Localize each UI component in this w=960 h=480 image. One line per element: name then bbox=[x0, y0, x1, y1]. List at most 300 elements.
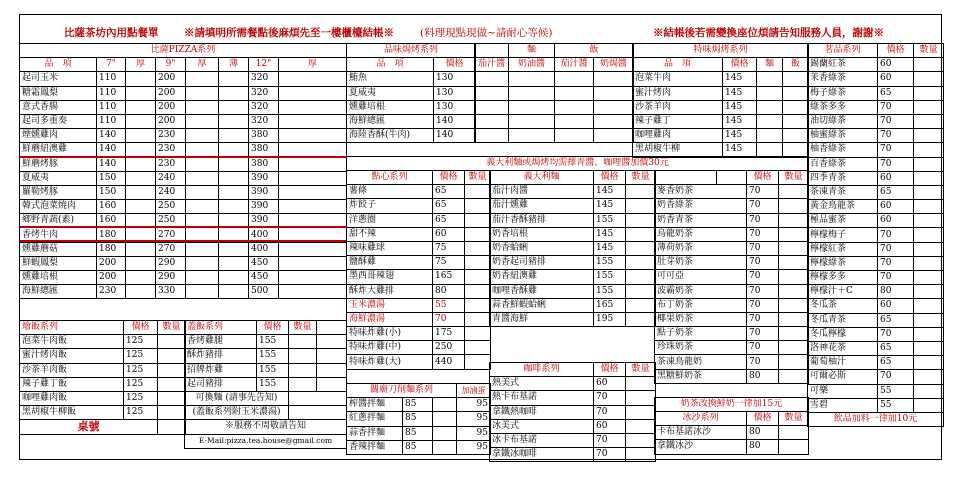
price-cell: 110 bbox=[97, 86, 126, 100]
quantity-field[interactable] bbox=[465, 227, 491, 241]
quantity-field[interactable] bbox=[279, 129, 347, 143]
quantity-field[interactable] bbox=[465, 256, 491, 270]
quantity-field[interactable] bbox=[626, 391, 656, 405]
quantity-field[interactable] bbox=[914, 185, 944, 199]
pizza-row bbox=[20, 271, 347, 285]
quantity-field[interactable] bbox=[186, 271, 219, 285]
quantity-field[interactable] bbox=[509, 100, 555, 114]
price-cell: 250 bbox=[156, 214, 186, 228]
price-cell: 70 bbox=[747, 241, 779, 255]
table-number-field[interactable] bbox=[158, 420, 186, 434]
quantity-field[interactable] bbox=[279, 200, 347, 214]
quantity-field[interactable] bbox=[465, 284, 491, 298]
quantity-field[interactable] bbox=[186, 114, 219, 128]
quantity-field[interactable] bbox=[914, 72, 944, 86]
item-name: 茄汁香酥豬排 bbox=[490, 213, 594, 227]
table-row bbox=[808, 256, 944, 270]
table-row bbox=[490, 171, 656, 185]
price-cell: 95 bbox=[457, 440, 491, 454]
table-row bbox=[347, 298, 491, 312]
item-name: 奶香蛤蜊 bbox=[490, 241, 594, 255]
quantity-field[interactable] bbox=[219, 100, 249, 114]
quantity-field[interactable] bbox=[279, 185, 347, 199]
column-header: 加滷蛋 bbox=[457, 384, 491, 398]
section-title: 義大利麵 bbox=[490, 171, 594, 185]
quantity-field[interactable] bbox=[158, 349, 186, 363]
price-cell: 125 bbox=[124, 363, 158, 377]
quantity-field[interactable] bbox=[914, 370, 944, 384]
price-cell: 140 bbox=[434, 114, 476, 128]
price-cell: 85 bbox=[403, 412, 433, 426]
item-name: 香辣拌麵 bbox=[347, 440, 403, 454]
item-name: 茶凍鳥龍奶 bbox=[655, 355, 747, 369]
table-row bbox=[808, 171, 944, 185]
quantity-field[interactable] bbox=[594, 129, 634, 143]
table-cell bbox=[317, 321, 347, 335]
table-row bbox=[347, 256, 491, 270]
quantity-field[interactable] bbox=[475, 72, 509, 86]
table-row bbox=[655, 241, 809, 255]
item-name: 極品蜜茶 bbox=[808, 214, 878, 228]
quantity-field[interactable] bbox=[757, 100, 783, 114]
quantity-field[interactable] bbox=[126, 256, 156, 270]
item-name: 奶香起司豬排 bbox=[490, 256, 594, 270]
quantity-field[interactable] bbox=[779, 227, 809, 241]
item-name: 柚香綠茶 bbox=[808, 143, 878, 157]
table-row bbox=[490, 227, 656, 241]
price-cell: 500 bbox=[249, 285, 279, 299]
price-cell: 55 bbox=[878, 398, 914, 412]
quantity-field[interactable] bbox=[914, 341, 944, 355]
price-cell: 80 bbox=[747, 426, 779, 440]
pizza-highlight-line bbox=[20, 240, 346, 242]
table-row bbox=[808, 143, 944, 157]
quantity-field[interactable] bbox=[465, 185, 491, 199]
quantity-field[interactable] bbox=[779, 327, 809, 341]
quantity-field[interactable] bbox=[783, 72, 809, 86]
quantity-field[interactable] bbox=[626, 256, 656, 270]
item-name: 四季青茶 bbox=[808, 171, 878, 185]
quantity-field[interactable] bbox=[626, 405, 656, 419]
quantity-field[interactable] bbox=[779, 369, 809, 383]
price-cell: 95 bbox=[457, 412, 491, 426]
quantity-field[interactable] bbox=[914, 384, 944, 398]
price-cell: 150 bbox=[97, 185, 126, 199]
quantity-field[interactable] bbox=[914, 200, 944, 214]
quantity-field[interactable] bbox=[779, 355, 809, 369]
quantity-field[interactable] bbox=[757, 72, 783, 86]
quantity-field[interactable] bbox=[757, 143, 783, 157]
item-name: 檸檬汁＋C bbox=[808, 285, 878, 299]
quantity-field[interactable] bbox=[914, 271, 944, 285]
quantity-field[interactable] bbox=[279, 114, 347, 128]
quantity-field[interactable] bbox=[555, 72, 594, 86]
quantity-field[interactable] bbox=[626, 185, 656, 199]
quantity-field[interactable] bbox=[279, 100, 347, 114]
table-row bbox=[347, 185, 491, 199]
quantity-field[interactable] bbox=[779, 185, 809, 199]
price-cell: 230 bbox=[156, 129, 186, 143]
quantity-field[interactable] bbox=[783, 86, 809, 100]
item-name: 韓式泡菜燒肉 bbox=[20, 200, 97, 214]
table-row bbox=[347, 412, 491, 426]
price-cell: 200 bbox=[156, 100, 186, 114]
item-name: 檸檬紅茶 bbox=[808, 242, 878, 256]
table-row bbox=[347, 312, 491, 326]
quantity-field[interactable] bbox=[126, 242, 156, 256]
quantity-field[interactable] bbox=[914, 157, 944, 171]
quantity-field[interactable] bbox=[914, 143, 944, 157]
column-header: 數量 bbox=[779, 171, 809, 185]
quantity-field[interactable] bbox=[914, 214, 944, 228]
quantity-field[interactable] bbox=[219, 200, 249, 214]
item-name: 冰美式 bbox=[490, 419, 594, 433]
quantity-field[interactable] bbox=[509, 86, 555, 100]
table-cell bbox=[317, 335, 347, 349]
table-row bbox=[185, 321, 347, 335]
quantity-field[interactable] bbox=[626, 377, 656, 391]
quantity-field[interactable] bbox=[126, 271, 156, 285]
quantity-field[interactable] bbox=[626, 213, 656, 227]
price-cell: 390 bbox=[249, 185, 279, 199]
quantity-field[interactable] bbox=[779, 440, 809, 454]
quantity-field[interactable] bbox=[594, 114, 634, 128]
quantity-field[interactable] bbox=[219, 129, 249, 143]
price-cell: 70 bbox=[433, 312, 465, 326]
price-cell: 75 bbox=[433, 256, 465, 270]
item-name: 沙茶羊肉 bbox=[633, 100, 723, 114]
table-row bbox=[808, 114, 944, 128]
quantity-field[interactable] bbox=[465, 199, 491, 213]
quantity-field[interactable] bbox=[433, 426, 457, 440]
quantity-field[interactable] bbox=[626, 199, 656, 213]
quantity-field[interactable] bbox=[219, 157, 249, 171]
quantity-field[interactable] bbox=[186, 242, 219, 256]
price-cell: 145 bbox=[723, 86, 757, 100]
quantity-field[interactable] bbox=[914, 129, 944, 143]
quantity-field[interactable] bbox=[433, 440, 457, 454]
quantity-field[interactable] bbox=[126, 114, 156, 128]
quantity-field[interactable] bbox=[779, 312, 809, 326]
quantity-field[interactable] bbox=[914, 100, 944, 114]
quantity-field[interactable] bbox=[509, 72, 555, 86]
price-cell: 70 bbox=[878, 143, 914, 157]
quantity-field[interactable] bbox=[626, 419, 656, 433]
column-header: 奶焗醬 bbox=[594, 58, 634, 72]
quantity-field[interactable] bbox=[594, 86, 634, 100]
quantity-field[interactable] bbox=[914, 299, 944, 313]
pizza-row bbox=[20, 114, 347, 128]
quantity-field[interactable] bbox=[279, 143, 347, 157]
item-name: 冬瓜茶 bbox=[808, 299, 878, 313]
item-name: 辣子雞丁飯 bbox=[20, 377, 124, 391]
price-cell: 250 bbox=[156, 200, 186, 214]
quantity-field[interactable] bbox=[219, 171, 249, 185]
quantity-field[interactable] bbox=[186, 100, 219, 114]
item-name: 黑胡椒牛柳飯 bbox=[20, 406, 124, 420]
item-name: 茄汁燻雞 bbox=[490, 199, 594, 213]
quantity-field[interactable] bbox=[914, 86, 944, 100]
quantity-field[interactable] bbox=[186, 171, 219, 185]
price-cell: 70 bbox=[594, 405, 626, 419]
price-cell: 320 bbox=[249, 72, 279, 86]
table-row bbox=[347, 171, 491, 185]
quantity-field[interactable] bbox=[126, 129, 156, 143]
quantity-field[interactable] bbox=[783, 143, 809, 157]
quantity-field[interactable] bbox=[594, 100, 634, 114]
quantity-field[interactable] bbox=[626, 270, 656, 284]
quantity-field[interactable] bbox=[757, 86, 783, 100]
quantity-field[interactable] bbox=[279, 171, 347, 185]
pizza-row bbox=[20, 185, 347, 199]
quantity-field[interactable] bbox=[779, 256, 809, 270]
column-header: 品 項 bbox=[20, 58, 97, 72]
item-name: 檸檬綠茶 bbox=[808, 256, 878, 270]
quantity-field[interactable] bbox=[465, 341, 491, 355]
price-cell: 390 bbox=[249, 200, 279, 214]
quantity-field[interactable] bbox=[219, 256, 249, 270]
item-name: 咖哩雞肉飯 bbox=[20, 391, 124, 405]
quantity-field[interactable] bbox=[475, 86, 509, 100]
price-cell: 70 bbox=[878, 271, 914, 285]
price-cell: 140 bbox=[97, 129, 126, 143]
quantity-field[interactable] bbox=[779, 426, 809, 440]
quantity-field[interactable] bbox=[626, 312, 656, 326]
quantity-field[interactable] bbox=[914, 228, 944, 242]
item-name: 鮮蝦鳳梨 bbox=[20, 256, 97, 270]
quantity-field[interactable] bbox=[289, 377, 317, 391]
quantity-field[interactable] bbox=[465, 298, 491, 312]
item-name: 葡萄柚汁 bbox=[808, 356, 878, 370]
table-row bbox=[808, 299, 944, 313]
quantity-field[interactable] bbox=[779, 241, 809, 255]
quantity-field[interactable] bbox=[158, 363, 186, 377]
item-name: 柚蜜綠茶 bbox=[808, 129, 878, 143]
table-row bbox=[347, 72, 476, 86]
quantity-field[interactable] bbox=[626, 284, 656, 298]
quantity-field[interactable] bbox=[779, 298, 809, 312]
price-cell: 130 bbox=[434, 100, 476, 114]
quantity-field[interactable] bbox=[279, 157, 347, 171]
quantity-field[interactable] bbox=[158, 335, 186, 349]
item-name: 夏威夷 bbox=[347, 86, 434, 100]
price-cell: 290 bbox=[156, 256, 186, 270]
quantity-field[interactable] bbox=[914, 313, 944, 327]
quantity-field[interactable] bbox=[914, 171, 944, 185]
quantity-field[interactable] bbox=[126, 100, 156, 114]
quantity-field[interactable] bbox=[555, 100, 594, 114]
quantity-field[interactable] bbox=[433, 412, 457, 426]
column-header: 價格 bbox=[124, 321, 158, 335]
quantity-field[interactable] bbox=[186, 143, 219, 157]
quantity-field[interactable] bbox=[186, 72, 219, 86]
table-row bbox=[490, 405, 656, 419]
quantity-field[interactable] bbox=[158, 406, 186, 420]
quantity-field[interactable] bbox=[126, 171, 156, 185]
quantity-field[interactable] bbox=[783, 100, 809, 114]
table-row bbox=[490, 391, 656, 405]
quantity-field[interactable] bbox=[914, 114, 944, 128]
quantity-field[interactable] bbox=[186, 256, 219, 270]
quantity-field[interactable] bbox=[279, 271, 347, 285]
quantity-field[interactable] bbox=[779, 213, 809, 227]
quantity-field[interactable] bbox=[186, 129, 219, 143]
quantity-field[interactable] bbox=[914, 58, 944, 72]
quantity-field[interactable] bbox=[626, 227, 656, 241]
table-row bbox=[185, 420, 347, 434]
quantity-field[interactable] bbox=[219, 143, 249, 157]
quantity-field[interactable] bbox=[555, 86, 594, 100]
price-cell: 70 bbox=[878, 256, 914, 270]
quantity-field[interactable] bbox=[186, 200, 219, 214]
item-name: 沙茶羊肉飯 bbox=[20, 363, 124, 377]
item-name: 雪碧 bbox=[808, 398, 878, 412]
price-cell: 70 bbox=[747, 199, 779, 213]
quantity-field[interactable] bbox=[914, 356, 944, 370]
quantity-field[interactable] bbox=[126, 157, 156, 171]
quantity-field[interactable] bbox=[779, 199, 809, 213]
quantity-field[interactable] bbox=[914, 256, 944, 270]
drink-topping-note: 飲品加料一律加10元 bbox=[808, 412, 944, 426]
item-name: 肚芽奶茶 bbox=[655, 256, 747, 270]
price-cell: 145 bbox=[723, 114, 757, 128]
quantity-field[interactable] bbox=[779, 284, 809, 298]
table-row bbox=[655, 369, 809, 383]
price-cell: 145 bbox=[594, 227, 626, 241]
column-header: 茄汁醬 bbox=[555, 58, 594, 72]
quantity-field[interactable] bbox=[219, 86, 249, 100]
quantity-field[interactable] bbox=[186, 285, 219, 299]
quantity-field[interactable] bbox=[779, 270, 809, 284]
quantity-field[interactable] bbox=[279, 72, 347, 86]
quantity-field[interactable] bbox=[509, 129, 555, 143]
quantity-field[interactable] bbox=[914, 242, 944, 256]
quantity-field[interactable] bbox=[219, 242, 249, 256]
column-header: 12" bbox=[249, 58, 279, 72]
item-name: 起司多重奏 bbox=[20, 114, 97, 128]
quantity-field[interactable] bbox=[126, 86, 156, 100]
item-name: 洛神花茶 bbox=[808, 341, 878, 355]
quantity-field[interactable] bbox=[465, 241, 491, 255]
quantity-field[interactable] bbox=[626, 298, 656, 312]
quantity-field[interactable] bbox=[783, 129, 809, 143]
column-header: 價格 bbox=[747, 171, 779, 185]
quantity-field[interactable] bbox=[509, 114, 555, 128]
table-row bbox=[490, 433, 656, 447]
quantity-field[interactable] bbox=[757, 114, 783, 128]
quantity-field[interactable] bbox=[465, 213, 491, 227]
price-cell: 55 bbox=[433, 298, 465, 312]
quantity-field[interactable] bbox=[465, 355, 491, 369]
item-name: 招牌炸雞 bbox=[185, 363, 257, 377]
quantity-field[interactable] bbox=[779, 341, 809, 355]
table-row bbox=[347, 270, 491, 284]
quantity-field[interactable] bbox=[475, 129, 509, 143]
item-name: 泡菜牛肉 bbox=[633, 72, 723, 86]
quantity-field[interactable] bbox=[465, 327, 491, 341]
quantity-field[interactable] bbox=[475, 100, 509, 114]
quantity-field[interactable] bbox=[465, 312, 491, 326]
quantity-field[interactable] bbox=[186, 86, 219, 100]
item-name: 黃金鳥龍茶 bbox=[808, 200, 878, 214]
quantity-field[interactable] bbox=[219, 185, 249, 199]
table-cell bbox=[289, 406, 347, 420]
quantity-field[interactable] bbox=[126, 185, 156, 199]
quantity-field[interactable] bbox=[289, 349, 317, 363]
quantity-field[interactable] bbox=[279, 285, 347, 299]
table-row bbox=[475, 114, 634, 128]
quantity-field[interactable] bbox=[126, 72, 156, 86]
quantity-field[interactable] bbox=[555, 129, 594, 143]
quantity-field[interactable] bbox=[289, 363, 317, 377]
quantity-field[interactable] bbox=[914, 285, 944, 299]
quantity-field[interactable] bbox=[219, 72, 249, 86]
price-cell: 110 bbox=[97, 114, 126, 128]
quantity-field[interactable] bbox=[158, 377, 186, 391]
pizza-highlight-line bbox=[20, 156, 346, 158]
quantity-field[interactable] bbox=[279, 256, 347, 270]
quantity-field[interactable] bbox=[186, 185, 219, 199]
item-name: 奶香青茶 bbox=[655, 213, 747, 227]
quantity-field[interactable] bbox=[783, 114, 809, 128]
quantity-field[interactable] bbox=[186, 157, 219, 171]
quantity-field[interactable] bbox=[279, 86, 347, 100]
quantity-field[interactable] bbox=[279, 242, 347, 256]
price-cell: 60 bbox=[878, 58, 914, 72]
quantity-field[interactable] bbox=[126, 285, 156, 299]
price-cell: 165 bbox=[433, 270, 465, 284]
item-name: 綠茶多多 bbox=[808, 100, 878, 114]
price-cell: 80 bbox=[433, 284, 465, 298]
price-cell: 125 bbox=[124, 349, 158, 363]
quantity-field[interactable] bbox=[126, 200, 156, 214]
price-cell: 145 bbox=[723, 72, 757, 86]
quantity-field[interactable] bbox=[626, 448, 656, 462]
quantity-field[interactable] bbox=[475, 114, 509, 128]
item-name: 酥炸豬排 bbox=[185, 349, 257, 363]
quantity-field[interactable] bbox=[433, 398, 457, 412]
quantity-field[interactable] bbox=[219, 285, 249, 299]
quantity-field[interactable] bbox=[626, 433, 656, 447]
quantity-field[interactable] bbox=[914, 398, 944, 412]
price-cell: 65 bbox=[878, 356, 914, 370]
item-name: 起司豬排 bbox=[185, 377, 257, 391]
quantity-field[interactable] bbox=[555, 114, 594, 128]
quantity-field[interactable] bbox=[158, 391, 186, 405]
price-cell: 70 bbox=[747, 270, 779, 284]
price-cell: 250 bbox=[433, 341, 465, 355]
quantity-field[interactable] bbox=[219, 114, 249, 128]
quantity-field[interactable] bbox=[626, 241, 656, 255]
quantity-field[interactable] bbox=[126, 143, 156, 157]
table-row bbox=[347, 398, 491, 412]
price-cell: 145 bbox=[723, 129, 757, 143]
table-row bbox=[20, 321, 186, 335]
price-cell: 155 bbox=[594, 284, 626, 298]
price-cell: 55 bbox=[878, 384, 914, 398]
quantity-field[interactable] bbox=[465, 270, 491, 284]
table-row bbox=[808, 72, 944, 86]
quantity-field[interactable] bbox=[289, 335, 317, 349]
quantity-field[interactable] bbox=[914, 327, 944, 341]
item-name: 起司玉米 bbox=[20, 72, 97, 86]
price-cell: 330 bbox=[156, 285, 186, 299]
quantity-field[interactable] bbox=[594, 72, 634, 86]
quantity-field[interactable] bbox=[757, 129, 783, 143]
item-name: 黑胡椒牛柳 bbox=[633, 143, 723, 157]
price-cell: 140 bbox=[434, 129, 476, 143]
quantity-field[interactable] bbox=[219, 271, 249, 285]
